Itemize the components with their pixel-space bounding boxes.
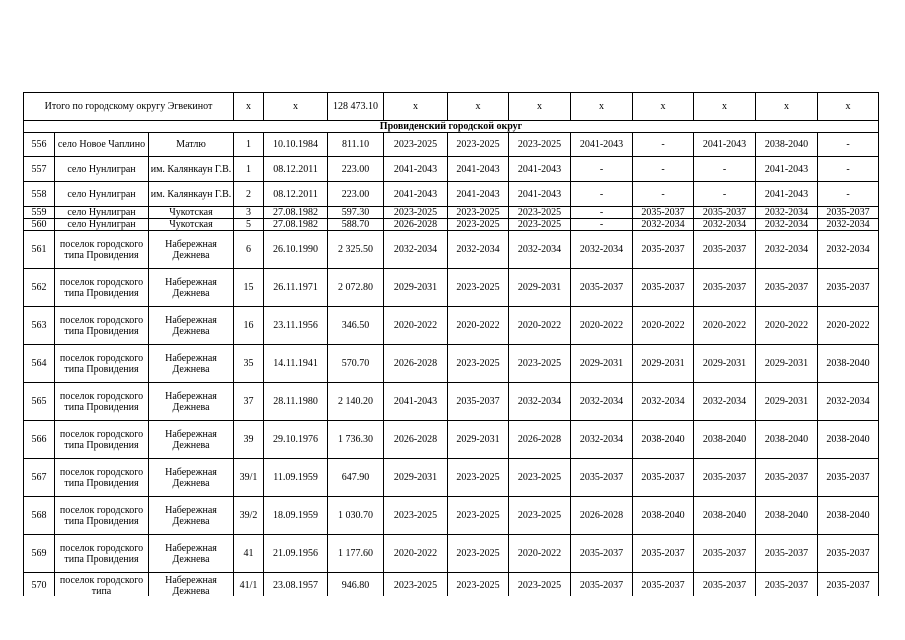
settlement-cell: поселок городского типа Провидения bbox=[55, 383, 149, 421]
settlement-cell: село Нунлигран bbox=[55, 182, 149, 207]
period-cell: 2023-2025 bbox=[448, 219, 509, 231]
period-cell: 2023-2025 bbox=[448, 573, 509, 597]
settlement-cell: село Нунлигран bbox=[55, 157, 149, 182]
house-number-cell: 1 bbox=[234, 133, 264, 157]
period-cell: 2026-2028 bbox=[384, 421, 448, 459]
area-cell: 1 030.70 bbox=[328, 497, 384, 535]
table-row bbox=[24, 219, 879, 231]
total-cell: x bbox=[384, 93, 448, 121]
period-cell: 2032-2034 bbox=[756, 219, 818, 231]
period-cell: 2035-2037 bbox=[571, 535, 633, 573]
settlement-cell: поселок городского типа Провидения bbox=[55, 459, 149, 497]
house-number-cell: 41 bbox=[234, 535, 264, 573]
table-row bbox=[24, 383, 879, 421]
period-cell: 2020-2022 bbox=[571, 307, 633, 345]
house-number-cell: 39/1 bbox=[234, 459, 264, 497]
date-cell: 28.11.1980 bbox=[264, 383, 328, 421]
period-cell: - bbox=[633, 133, 694, 157]
table-row bbox=[24, 269, 879, 307]
house-number-cell: 1 bbox=[234, 157, 264, 182]
row-number: 560 bbox=[24, 219, 55, 231]
total-cell: x bbox=[234, 93, 264, 121]
table-row bbox=[24, 231, 879, 269]
period-cell: 2041-2043 bbox=[384, 383, 448, 421]
period-cell: 2023-2025 bbox=[384, 133, 448, 157]
date-cell: 27.08.1982 bbox=[264, 219, 328, 231]
period-cell: 2041-2043 bbox=[694, 133, 756, 157]
house-number-cell: 5 bbox=[234, 219, 264, 231]
street-cell: Набережная Дежнева bbox=[149, 269, 234, 307]
period-cell: 2023-2025 bbox=[384, 573, 448, 597]
period-cell: - bbox=[571, 182, 633, 207]
period-cell: 2035-2037 bbox=[818, 459, 879, 497]
period-cell: 2035-2037 bbox=[571, 573, 633, 597]
street-cell: им. Калянкаун Г.В. bbox=[149, 157, 234, 182]
period-cell: 2035-2037 bbox=[756, 535, 818, 573]
settlement-cell: село Новое Чаплино bbox=[55, 133, 149, 157]
total-cell: x bbox=[756, 93, 818, 121]
period-cell: 2035-2037 bbox=[694, 207, 756, 219]
period-cell: 2023-2025 bbox=[509, 207, 571, 219]
area-cell: 570.70 bbox=[328, 345, 384, 383]
row-number: 564 bbox=[24, 345, 55, 383]
area-cell: 223.00 bbox=[328, 182, 384, 207]
period-cell: 2038-2040 bbox=[756, 497, 818, 535]
period-cell: - bbox=[571, 219, 633, 231]
period-cell: 2032-2034 bbox=[694, 219, 756, 231]
period-cell: 2035-2037 bbox=[818, 207, 879, 219]
period-cell: 2029-2031 bbox=[756, 345, 818, 383]
section-header-row bbox=[24, 121, 879, 133]
area-cell: 1 736.30 bbox=[328, 421, 384, 459]
period-cell: 2023-2025 bbox=[509, 459, 571, 497]
table-row bbox=[24, 459, 879, 497]
period-cell: 2038-2040 bbox=[694, 497, 756, 535]
settlement-cell: поселок городского типа Провидения bbox=[55, 421, 149, 459]
period-cell: 2035-2037 bbox=[756, 269, 818, 307]
date-cell: 26.10.1990 bbox=[264, 231, 328, 269]
row-number: 561 bbox=[24, 231, 55, 269]
period-cell: 2041-2043 bbox=[756, 182, 818, 207]
period-cell: 2032-2034 bbox=[509, 231, 571, 269]
period-cell: 2029-2031 bbox=[448, 421, 509, 459]
period-cell: 2023-2025 bbox=[448, 207, 509, 219]
period-cell: - bbox=[571, 207, 633, 219]
street-cell: Набережная Дежнева bbox=[149, 231, 234, 269]
row-number: 558 bbox=[24, 182, 55, 207]
street-cell: Набережная Дежнева bbox=[149, 535, 234, 573]
period-cell: 2035-2037 bbox=[633, 573, 694, 597]
total-cell: x bbox=[818, 93, 879, 121]
date-cell: 11.09.1959 bbox=[264, 459, 328, 497]
period-cell: 2038-2040 bbox=[818, 421, 879, 459]
period-cell: 2041-2043 bbox=[448, 182, 509, 207]
period-cell: 2035-2037 bbox=[633, 269, 694, 307]
table-row bbox=[24, 421, 879, 459]
period-cell: 2032-2034 bbox=[633, 219, 694, 231]
period-cell: 2020-2022 bbox=[384, 307, 448, 345]
period-cell: 2035-2037 bbox=[633, 459, 694, 497]
street-cell: Набережная Дежнева bbox=[149, 421, 234, 459]
period-cell: 2023-2025 bbox=[509, 345, 571, 383]
period-cell: 2038-2040 bbox=[633, 497, 694, 535]
period-cell: - bbox=[694, 157, 756, 182]
settlement-cell: поселок городского типа Провидения bbox=[55, 345, 149, 383]
period-cell: 2035-2037 bbox=[694, 535, 756, 573]
period-cell: 2026-2028 bbox=[571, 497, 633, 535]
street-cell: Набережная Дежнева bbox=[149, 497, 234, 535]
period-cell: 2029-2031 bbox=[756, 383, 818, 421]
settlement-cell: поселок городского типа Провидения bbox=[55, 497, 149, 535]
period-cell: 2032-2034 bbox=[448, 231, 509, 269]
section-title: Провиденский городской округ bbox=[24, 121, 879, 133]
street-cell: им. Калянкаун Г.В. bbox=[149, 182, 234, 207]
street-cell: Набережная Дежнева bbox=[149, 307, 234, 345]
table-row bbox=[24, 207, 879, 219]
date-cell: 23.11.1956 bbox=[264, 307, 328, 345]
street-cell: Набережная Дежнева bbox=[149, 573, 234, 597]
settlement-cell: село Нунлигран bbox=[55, 219, 149, 231]
house-number-cell: 3 bbox=[234, 207, 264, 219]
house-number-cell: 16 bbox=[234, 307, 264, 345]
period-cell: - bbox=[694, 182, 756, 207]
period-cell: 2026-2028 bbox=[384, 219, 448, 231]
table-row bbox=[24, 307, 879, 345]
period-cell: 2020-2022 bbox=[384, 535, 448, 573]
period-cell: 2026-2028 bbox=[509, 421, 571, 459]
row-number: 563 bbox=[24, 307, 55, 345]
period-cell: 2029-2031 bbox=[509, 269, 571, 307]
settlement-cell: поселок городского типа Провидения bbox=[55, 269, 149, 307]
row-number: 557 bbox=[24, 157, 55, 182]
period-cell: - bbox=[633, 157, 694, 182]
period-cell: - bbox=[818, 133, 879, 157]
date-cell: 08.12.2011 bbox=[264, 157, 328, 182]
period-cell: 2023-2025 bbox=[509, 573, 571, 597]
row-number: 569 bbox=[24, 535, 55, 573]
settlement-cell: село Нунлигран bbox=[55, 207, 149, 219]
area-cell: 597.30 bbox=[328, 207, 384, 219]
street-cell: Набережная Дежнева bbox=[149, 459, 234, 497]
period-cell: 2020-2022 bbox=[818, 307, 879, 345]
table-row bbox=[24, 182, 879, 207]
table-row bbox=[24, 573, 879, 597]
period-cell: - bbox=[571, 157, 633, 182]
period-cell: 2032-2034 bbox=[509, 383, 571, 421]
period-cell: 2020-2022 bbox=[633, 307, 694, 345]
period-cell: 2038-2040 bbox=[756, 133, 818, 157]
house-number-cell: 35 bbox=[234, 345, 264, 383]
period-cell: 2041-2043 bbox=[756, 157, 818, 182]
period-cell: 2032-2034 bbox=[571, 231, 633, 269]
table-row bbox=[24, 133, 879, 157]
total-cell: x bbox=[633, 93, 694, 121]
period-cell: 2023-2025 bbox=[384, 497, 448, 535]
period-cell: 2032-2034 bbox=[818, 219, 879, 231]
period-cell: 2041-2043 bbox=[509, 157, 571, 182]
period-cell: 2029-2031 bbox=[633, 345, 694, 383]
house-number-cell: 41/1 bbox=[234, 573, 264, 597]
period-cell: 2035-2037 bbox=[694, 573, 756, 597]
period-cell: 2041-2043 bbox=[571, 133, 633, 157]
period-cell: 2035-2037 bbox=[818, 269, 879, 307]
total-cell: x bbox=[509, 93, 571, 121]
period-cell: 2038-2040 bbox=[818, 497, 879, 535]
period-cell: 2032-2034 bbox=[694, 383, 756, 421]
area-cell: 811.10 bbox=[328, 133, 384, 157]
period-cell: 2020-2022 bbox=[694, 307, 756, 345]
period-cell: 2023-2025 bbox=[509, 219, 571, 231]
street-cell: Набережная Дежнева bbox=[149, 345, 234, 383]
period-cell: 2029-2031 bbox=[384, 269, 448, 307]
row-number: 570 bbox=[24, 573, 55, 597]
period-cell: 2035-2037 bbox=[756, 459, 818, 497]
house-number-cell: 39/2 bbox=[234, 497, 264, 535]
street-cell: Чукотская bbox=[149, 219, 234, 231]
row-number: 556 bbox=[24, 133, 55, 157]
period-cell: 2035-2037 bbox=[694, 459, 756, 497]
table-row bbox=[24, 345, 879, 383]
row-number: 565 bbox=[24, 383, 55, 421]
area-cell: 588.70 bbox=[328, 219, 384, 231]
period-cell: 2023-2025 bbox=[448, 133, 509, 157]
settlement-cell: поселок городского типа bbox=[55, 573, 149, 597]
period-cell: 2032-2034 bbox=[633, 383, 694, 421]
street-cell: Чукотская bbox=[149, 207, 234, 219]
date-cell: 14.11.1941 bbox=[264, 345, 328, 383]
settlement-cell: поселок городского типа Провидения bbox=[55, 535, 149, 573]
date-cell: 21.09.1956 bbox=[264, 535, 328, 573]
period-cell: - bbox=[633, 182, 694, 207]
date-cell: 29.10.1976 bbox=[264, 421, 328, 459]
period-cell: 2035-2037 bbox=[818, 535, 879, 573]
period-cell: 2023-2025 bbox=[448, 497, 509, 535]
area-cell: 2 072.80 bbox=[328, 269, 384, 307]
period-cell: 2023-2025 bbox=[384, 207, 448, 219]
date-cell: 10.10.1984 bbox=[264, 133, 328, 157]
period-cell: 2023-2025 bbox=[448, 535, 509, 573]
date-cell: 23.08.1957 bbox=[264, 573, 328, 597]
period-cell: 2041-2043 bbox=[509, 182, 571, 207]
area-cell: 647.90 bbox=[328, 459, 384, 497]
period-cell: 2023-2025 bbox=[509, 497, 571, 535]
date-cell: 08.12.2011 bbox=[264, 182, 328, 207]
period-cell: 2041-2043 bbox=[448, 157, 509, 182]
area-cell: 346.50 bbox=[328, 307, 384, 345]
period-cell: 2035-2037 bbox=[633, 231, 694, 269]
total-cell: x bbox=[571, 93, 633, 121]
period-cell: 2029-2031 bbox=[694, 345, 756, 383]
period-cell: 2032-2034 bbox=[384, 231, 448, 269]
period-cell: 2041-2043 bbox=[384, 182, 448, 207]
period-cell: - bbox=[818, 182, 879, 207]
period-cell: 2035-2037 bbox=[756, 573, 818, 597]
house-number-cell: 6 bbox=[234, 231, 264, 269]
total-row bbox=[24, 93, 879, 121]
period-cell: 2035-2037 bbox=[818, 573, 879, 597]
period-cell: 2020-2022 bbox=[448, 307, 509, 345]
house-number-cell: 39 bbox=[234, 421, 264, 459]
street-cell: Набережная Дежнева bbox=[149, 383, 234, 421]
period-cell: 2032-2034 bbox=[818, 231, 879, 269]
period-cell: 2032-2034 bbox=[756, 207, 818, 219]
total-area: 128 473.10 bbox=[328, 93, 384, 121]
housing-repair-schedule-table bbox=[23, 92, 879, 596]
table-row bbox=[24, 535, 879, 573]
period-cell: 2035-2037 bbox=[633, 535, 694, 573]
period-cell: 2041-2043 bbox=[384, 157, 448, 182]
period-cell: 2032-2034 bbox=[756, 231, 818, 269]
area-cell: 946.80 bbox=[328, 573, 384, 597]
row-number: 562 bbox=[24, 269, 55, 307]
date-cell: 18.09.1959 bbox=[264, 497, 328, 535]
period-cell: 2032-2034 bbox=[818, 383, 879, 421]
settlement-cell: поселок городского типа Провидения bbox=[55, 307, 149, 345]
settlement-cell: поселок городского типа Провидения bbox=[55, 231, 149, 269]
period-cell: 2020-2022 bbox=[509, 307, 571, 345]
period-cell: 2023-2025 bbox=[509, 133, 571, 157]
period-cell: 2023-2025 bbox=[448, 345, 509, 383]
period-cell: 2035-2037 bbox=[571, 459, 633, 497]
period-cell: 2029-2031 bbox=[571, 345, 633, 383]
total-cell: x bbox=[264, 93, 328, 121]
period-cell: 2023-2025 bbox=[448, 459, 509, 497]
total-cell: x bbox=[448, 93, 509, 121]
total-cell: x bbox=[694, 93, 756, 121]
period-cell: 2038-2040 bbox=[818, 345, 879, 383]
date-cell: 26.11.1971 bbox=[264, 269, 328, 307]
period-cell: 2023-2025 bbox=[448, 269, 509, 307]
period-cell: 2035-2037 bbox=[694, 269, 756, 307]
table-row bbox=[24, 157, 879, 182]
period-cell: 2035-2037 bbox=[448, 383, 509, 421]
street-cell: Матлю bbox=[149, 133, 234, 157]
row-number: 568 bbox=[24, 497, 55, 535]
period-cell: 2020-2022 bbox=[756, 307, 818, 345]
date-cell: 27.08.1982 bbox=[264, 207, 328, 219]
period-cell: 2032-2034 bbox=[571, 421, 633, 459]
period-cell: 2038-2040 bbox=[694, 421, 756, 459]
row-number: 566 bbox=[24, 421, 55, 459]
period-cell: - bbox=[818, 157, 879, 182]
period-cell: 2038-2040 bbox=[756, 421, 818, 459]
period-cell: 2035-2037 bbox=[694, 231, 756, 269]
house-number-cell: 2 bbox=[234, 182, 264, 207]
house-number-cell: 37 bbox=[234, 383, 264, 421]
area-cell: 2 140.20 bbox=[328, 383, 384, 421]
period-cell: 2038-2040 bbox=[633, 421, 694, 459]
area-cell: 223.00 bbox=[328, 157, 384, 182]
period-cell: 2032-2034 bbox=[571, 383, 633, 421]
period-cell: 2020-2022 bbox=[509, 535, 571, 573]
table-row bbox=[24, 497, 879, 535]
row-number: 567 bbox=[24, 459, 55, 497]
period-cell: 2029-2031 bbox=[384, 459, 448, 497]
period-cell: 2035-2037 bbox=[633, 207, 694, 219]
period-cell: 2035-2037 bbox=[571, 269, 633, 307]
area-cell: 1 177.60 bbox=[328, 535, 384, 573]
total-label: Итого по городскому округу Эгвекинот bbox=[24, 93, 234, 121]
period-cell: 2026-2028 bbox=[384, 345, 448, 383]
house-number-cell: 15 bbox=[234, 269, 264, 307]
area-cell: 2 325.50 bbox=[328, 231, 384, 269]
row-number: 559 bbox=[24, 207, 55, 219]
